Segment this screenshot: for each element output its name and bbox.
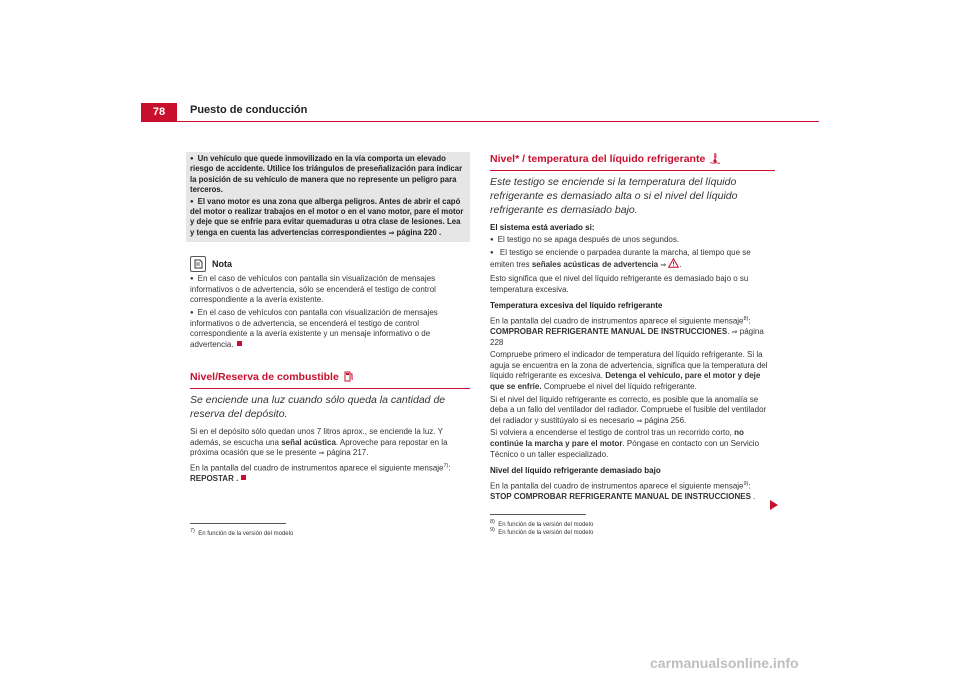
right-column (490, 152, 775, 503)
coolant-para-3-bold: Detenga el vehículo, pare el motor y deje que se enfríe. (490, 371, 761, 391)
warning-item-2-text: El vano motor es una zona que alberga peligros. Antes de abrir el capó del motor o realizar trabajos en el motor o en el vano motor, pare el motor y deje que se enfríe para evitar quemaduras u otra clase de lesiones. Lea y tenga en cuenta las advertencias correspondientes (190, 196, 464, 237)
warning-box (186, 152, 470, 242)
coolant-para-5 (490, 428, 775, 460)
arrow-icon: ⇒ (731, 328, 738, 336)
coolant-bullet-2-a: El testigo se enciende o parpadea durante la marcha, al tiempo que se emiten tres (490, 247, 751, 270)
coolant-para-5-bold: no continúe la marcha y pare el motor (490, 428, 744, 448)
coolant-para-6-text: En la pantalla del cuadro de instrumentos aparece el siguiente mensaje (490, 481, 744, 491)
warning-triangle-icon[interactable] (668, 258, 679, 272)
fuel-para-2 (190, 461, 470, 485)
coolant-message-1-ref[interactable]: página 228 (490, 327, 764, 347)
end-mark-icon (237, 341, 242, 346)
coolant-para-4-text: Si el nivel del líquido refrigerante es correcto, es posible que la anomalía se deba a un fallo del ventilador del radiador. Compruebe el fusible del ventilador del radiador y sustitúyalo si es necesario (490, 394, 767, 425)
warning-item-2 (190, 197, 466, 239)
fuel-para-1-a: Si en el depósito sólo quedan unos 7 litros aprox., se enciende la luz. Y además, se escucha una (190, 427, 443, 447)
fuel-para-2-end: : (448, 463, 451, 473)
coolant-para-3-a: Compruebe primero el indicador de temperatura del líquido refrigerante. Si la aguja se encuentra en la zona de advertencia, significa que la temperatura del líquido refrigerante es excesiva. (490, 350, 768, 381)
footnote-text: En función de la versión del modelo (498, 530, 594, 536)
fuel-section-title (190, 370, 470, 389)
coolant-bullet-1: ● El testigo no se apaga después de unos segundos. (490, 235, 775, 246)
fuel-para-1-bold: señal acústica (281, 437, 336, 447)
footnote-text: En función de la versión del modelo (498, 522, 594, 528)
footnote-mark: 9) (490, 527, 495, 533)
coolant-para-1: Esto significa que el nivel del líquido refrigerante es demasiado bajo o su temperatura excesiva. (490, 273, 749, 294)
end-mark-icon (241, 475, 246, 480)
coolant-para-5-a: Si volviera a encenderse el testigo de control tras un recorrido corto, (490, 428, 732, 438)
next-page-arrow-icon[interactable] (770, 500, 778, 510)
watermark: carmanualsonline.info (650, 655, 799, 671)
arrow-icon: ⇒ (636, 416, 643, 425)
subhead-averiado: El sistema está averiado si: (490, 222, 595, 232)
coolant-para-6-end: : (748, 481, 751, 491)
coolant-para-6: En la pantalla del cuadro de instrumentos aparece el siguiente mensaje$^{9)}$: STOP COMPROBAR REFRIGERANTE MANUAL DE INSTRUCCIONES . (490, 480, 756, 501)
coolant-bullet-2: ● El testigo se enciende o parpadea durante la marcha, al tiempo que se emiten tres señales acústicas de advertencia ⇒ . (490, 248, 775, 272)
footnote-ref-8[interactable]: 8) (743, 315, 749, 322)
coolant-para-5-b: . Póngase en contacto con un Servicio Técnico o un taller especializado. (490, 438, 760, 459)
coolant-section-title-text: Nivel* / temperatura del líquido refrigerante (490, 153, 706, 165)
page-title: Puesto de conducción (190, 104, 308, 116)
coolant-section-body (490, 223, 775, 503)
footnote-9 (490, 527, 593, 536)
fuel-message: REPOSTAR . (190, 474, 239, 484)
coolant-section-title (490, 152, 775, 171)
arrow-icon: ⇒ (388, 228, 395, 237)
warning-ref[interactable]: página 220 . (396, 227, 442, 237)
coolant-para-2-text: En la pantalla del cuadro de instrumentos aparece el siguiente mensaje (490, 316, 744, 326)
warning-item-1: ● Un vehículo que quede inmovilizado en la vía comporta un elevado riesgo de accidente. Utilice los triángulos de preseñalización para indicar la posición de su vehículo de manera que no represente un peligro para terceros. (190, 154, 466, 196)
footnote-ref-7[interactable]: 7) (443, 462, 449, 469)
arrow-icon: ⇒ (318, 449, 325, 458)
page-number: 78 (141, 103, 177, 121)
coolant-message-1: COMPROBAR REFRIGERANTE MANUAL DE INSTRUCCIONES (490, 327, 728, 336)
footnote-mark: 8) (490, 519, 495, 525)
footnote-mark: 7) (190, 528, 195, 534)
fuel-section-body (190, 427, 470, 485)
fuel-para-1-b: . Aproveche para repostar en la próxima ocasión que se le presente (190, 437, 448, 458)
coolant-para-3-b: Compruebe el nivel del líquido refrigerante. (543, 381, 697, 391)
nota-item-2 (190, 308, 470, 350)
fuel-section-lead: Se enciende una luz cuando sólo queda la cantidad de reserva del depósito. (190, 394, 446, 420)
header-rule (141, 121, 819, 122)
coolant-thermometer-icon (709, 152, 721, 167)
fuel-para-1-ref[interactable]: página 217. (326, 448, 369, 458)
subhead-nivel-bajo: Nivel del líquido refrigerante demasiado bajo (490, 466, 661, 476)
left-column (190, 152, 470, 485)
coolant-para-2-end: : (748, 316, 751, 326)
arrow-icon: ⇒ (660, 261, 667, 270)
nota-list (190, 274, 470, 350)
footnote-7 (190, 528, 293, 537)
nota-item-1: ● En el caso de vehículos con pantalla sin visualización de mensajes informativos o de advertencia, sólo se encenderá el testigo de control correspondiente a la avería existente. (190, 274, 470, 306)
note-icon (190, 256, 206, 272)
footnote-text: En función de la versión del modelo (198, 531, 294, 537)
coolant-para-4-ref[interactable]: página 256. (644, 415, 687, 425)
coolant-bullet-2-bold: señales acústicas de advertencia (531, 260, 659, 270)
coolant-para-2: En la pantalla del cuadro de instrumentos aparece el siguiente mensaje$^{8)}$: COMPROBAR REFRIGERANTE MANUAL DE INSTRUCCIONES. ⇒ página 228 (490, 315, 764, 347)
footnote-rule-left (190, 523, 286, 524)
fuel-pump-icon (343, 370, 355, 385)
coolant-para-4 (490, 395, 775, 427)
nota-item-2-text: En el caso de vehículos con pantalla con visualización de mensajes informativos o de advertencia, se encenderá el testigo de control correspondiente a la avería existente y un mensaje informativo o de advertencia. (190, 308, 438, 349)
footnote-rule-right (490, 514, 586, 515)
subhead-temp-excesiva: Temperatura excesiva del líquido refrigerante (490, 301, 663, 311)
nota-heading (190, 256, 470, 272)
nota-label: Nota (212, 258, 232, 269)
fuel-section-title-text: Nivel/Reserva de combustible (190, 371, 339, 384)
coolant-message-2: STOP COMPROBAR REFRIGERANTE MANUAL DE INSTRUCCIONES (490, 491, 751, 501)
fuel-para-1 (190, 427, 470, 459)
footnote-ref-9[interactable]: 9) (743, 480, 749, 487)
coolant-section-lead: Este testigo se enciende si la temperatura del líquido refrigerante es demasiado alta o si el nivel del líquido refrigerante es demasiado bajo. (490, 175, 738, 216)
coolant-para-3 (490, 350, 775, 392)
fuel-para-2-text: En la pantalla del cuadro de instrumentos aparece el siguiente mensaje (190, 463, 444, 473)
